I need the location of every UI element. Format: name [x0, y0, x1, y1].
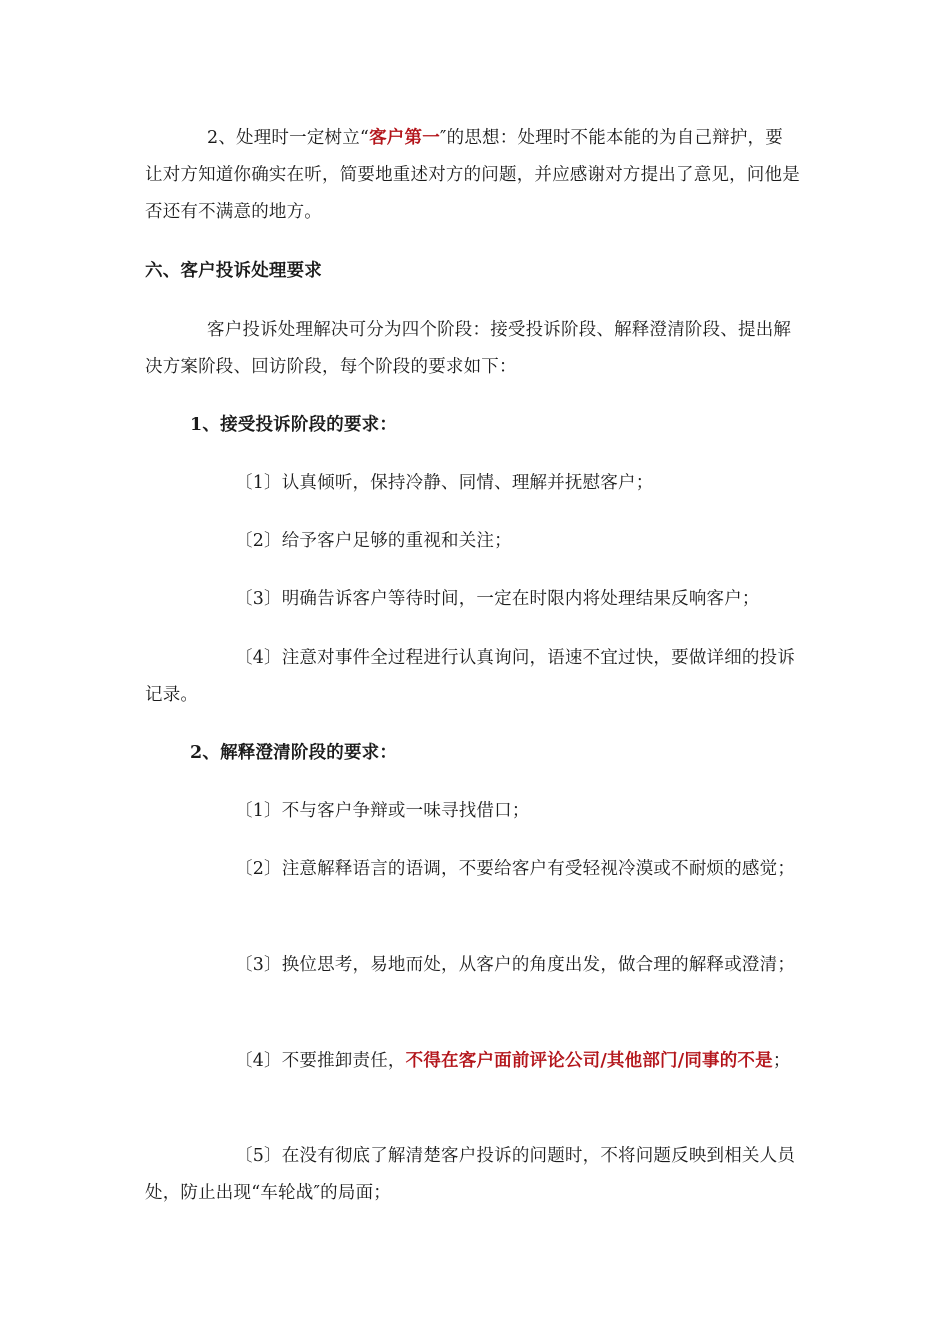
p1-text-before: 2、处理时一定树立“	[207, 128, 370, 148]
stage1-item-1: 〔1〕认真倾听，保持冷静、同情、理解并抚慰客户；	[235, 473, 654, 493]
item4-highlight: 不得在客户面前评论公司/其他部门/同事的不是	[405, 1051, 773, 1071]
item4-text-before: 〔4〕不要推卸责任，	[235, 1051, 406, 1071]
item4-text-after: ；	[772, 1051, 791, 1071]
stage1-item-3: 〔3〕明确告诉客户等待时间，一定在时限内将处理结果反响客户；	[235, 589, 760, 609]
p1-text-after: ″的思想：处理时不能本能的为自己辩护，要让对方知道你确实在听，简要地重述对方的问题，并应感谢对方提出了意见，问他是否还有不满意的地方。	[145, 128, 800, 222]
stage1-item-4: 〔4〕注意对事件全过程进行认真询问，语速不宜过快，要做详细的投诉记录。	[145, 648, 796, 705]
stage2-item-3: 〔3〕换位思考，易地而处，从客户的角度出发，做合理的解释或澄清；	[235, 955, 796, 975]
intro-paragraph: 客户投诉处理解决可分为四个阶段：接受投诉阶段、解释澄清阶段、提出解决方案阶段、回访阶段，每个阶段的要求如下：	[145, 320, 792, 377]
p1-highlight: 客户第一	[369, 128, 440, 148]
stage2-item-2: 〔2〕注意解释语言的语调，不要给客户有受轻视冷漠或不耐烦的感觉；	[235, 859, 796, 879]
stage1-item-2: 〔2〕给予客户足够的重视和关注；	[235, 531, 512, 551]
stage2-item-1: 〔1〕不与客户争辩或一味寻找借口；	[235, 801, 530, 821]
stage1-heading: 1、接受投诉阶段的要求：	[190, 415, 398, 435]
stage2-item-4	[145, 1043, 800, 1080]
paragraph-customer-first	[145, 120, 800, 231]
stage2-heading: 2、解释澄清阶段的要求：	[190, 743, 398, 763]
section-heading: 六、客户投诉处理要求	[145, 261, 322, 281]
stage2-item-5: 〔5〕在没有彻底了解清楚客户投诉的问题时，不将问题反映到相关人员处，防止出现“车轮战″的局面；	[145, 1146, 796, 1203]
